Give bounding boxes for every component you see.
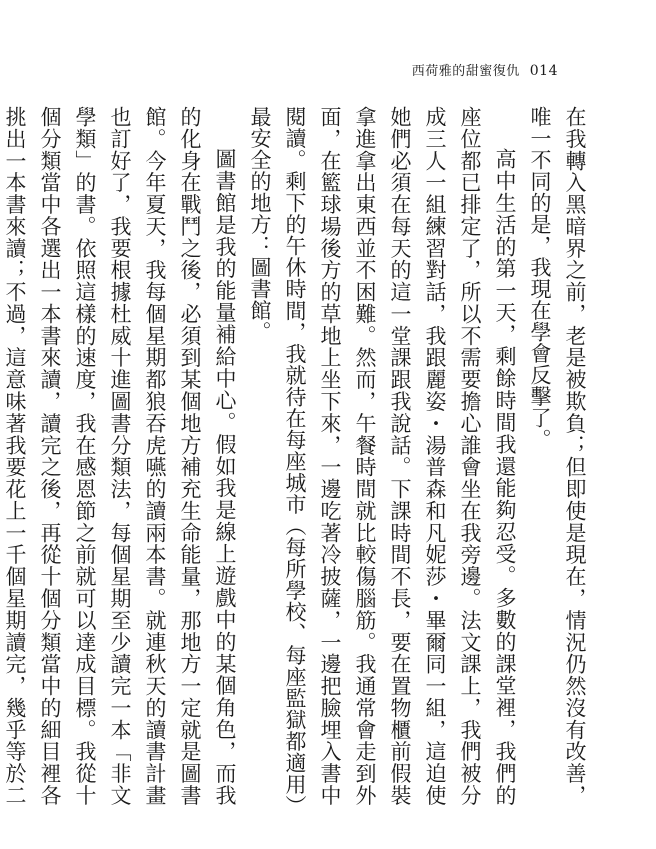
vertical-body-text [3, 106, 592, 806]
page-number: 014 [529, 63, 558, 79]
book-title: 西荷雅的甜蜜復仇 [411, 64, 520, 79]
paragraph-2: 高中生活的第一天，剩餘時間我還能夠忍受。多數的課堂裡，我們的座位都已排定了，所以不需要擔心誰會坐在我旁邊。法文課上，我們被分成三人一組練習對話，我跟麗姿・湯普森和凡妮莎・畢爾同一組，這迫使她們必須在每天的這一堂課跟我說話。下課時間不長，要在置物櫃前假裝拿進拿出東西並不困難。然而，午餐時間就比較傷腦筋。我通常會走到外面，在籃球場後方的草地上坐下來，一邊吃著冷披薩，一邊把臉埋入書中閱讀。剩下的午休時間，我就待在每座城市（每所學校、每座監獄都適用）最安全的地方：圖書館。 [248, 106, 517, 806]
running-header [412, 60, 558, 79]
paragraph-3: 圖書館是我的能量補給中心。假如我是線上遊戲中的某個角色，而我的化身在戰鬥之後，必須到某個地方補充生命能量，那地方一定就是圖書館。今年夏天，我每個星期都狼吞虎嚥的讀兩本書。就連秋天的讀書計畫也訂好了，我要根據杜威十進圖書分類法，每個星期至少讀完一本「非文學類」的書。依照這樣的速度，我在感恩節之前就可以達成目標。我從十個分類當中各選出一本書來讀，讀完之後，再從十個分類當中的細目裡各挑出一本書來讀；不過，這意味著我要花上一千個星期讀完，幾乎等於二 [3, 106, 237, 806]
paragraph-1: 在我轉入黑暗界之前，老是被欺負；但即使是現在，情況仍然沒有改善，唯一不同的是，我現在學會反擊了。 [528, 106, 587, 806]
